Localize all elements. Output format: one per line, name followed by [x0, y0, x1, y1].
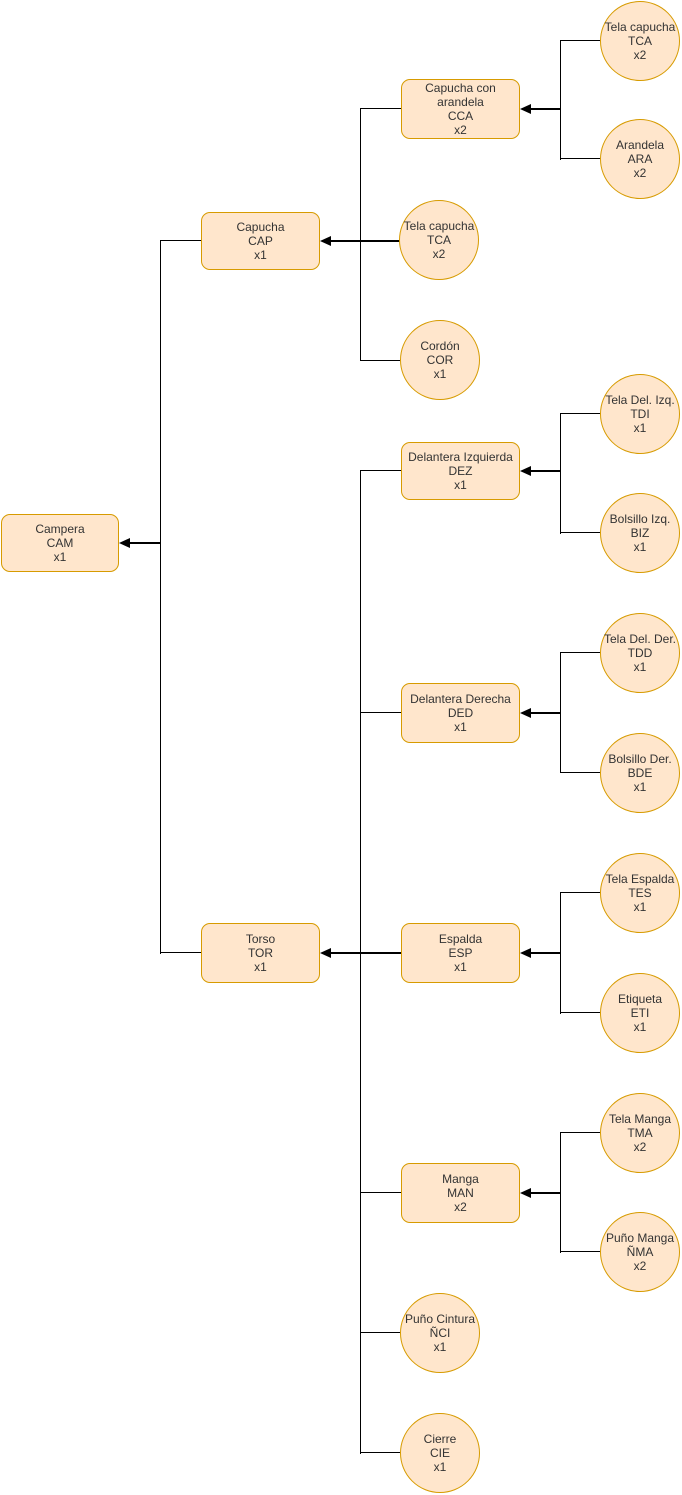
node-label: Torso — [245, 932, 276, 946]
arrowhead-into-espalda — [520, 948, 531, 958]
edge-shaft-dez — [531, 470, 560, 472]
edge-stub-tma — [560, 1132, 600, 1133]
node-qty: x1 — [454, 960, 467, 974]
edge-bus-cca — [560, 40, 561, 160]
edge-stub-cca — [360, 108, 401, 109]
node-code: ESP — [448, 946, 473, 960]
arrowhead-into-ded — [520, 708, 531, 718]
edge-shaft-campera — [130, 542, 160, 544]
edge-shaft-capucha — [331, 240, 400, 242]
node-code: BIZ — [630, 526, 650, 540]
node-code: CAM — [46, 536, 74, 550]
node-qty: x2 — [432, 247, 446, 261]
arrowhead-into-torso — [320, 948, 331, 958]
edge-stub-capucha-left — [160, 240, 201, 241]
node-label: Bolsillo Izq. — [609, 512, 671, 526]
arrowhead-into-cca — [520, 104, 531, 114]
arrowhead-into-manga — [520, 1188, 531, 1198]
arrowhead-into-dez — [520, 466, 531, 476]
edge-stub-arandela — [560, 158, 600, 159]
node-tela-delantera-derecha[interactable] — [600, 613, 680, 693]
node-label: Puño Cintura — [404, 1312, 476, 1326]
node-bolsillo-izquierdo[interactable] — [600, 493, 680, 573]
node-code: CCA — [447, 109, 474, 123]
edge-stub-ded — [360, 712, 401, 713]
node-capucha-con-arandela[interactable] — [401, 79, 520, 139]
edge-bus-ded — [560, 653, 561, 773]
node-qty: x1 — [53, 550, 67, 564]
edge-stub-puno-cintura — [360, 1332, 400, 1333]
node-qty: x2 — [633, 1140, 647, 1154]
node-code: BDE — [627, 766, 653, 780]
node-campera[interactable] — [1, 514, 119, 572]
node-qty: x1 — [454, 478, 467, 492]
node-qty: x1 — [433, 1460, 447, 1474]
node-label: Tela Del. Izq. — [605, 393, 675, 407]
node-qty: x1 — [433, 367, 447, 381]
node-label: Tela Manga — [608, 1112, 672, 1126]
node-arandela[interactable] — [600, 119, 680, 199]
node-puno-manga[interactable] — [600, 1212, 680, 1292]
node-qty: x1 — [633, 1020, 647, 1034]
node-cierre[interactable] — [400, 1413, 480, 1493]
node-label: Bolsillo Der. — [608, 752, 672, 766]
node-cordon[interactable] — [400, 320, 480, 400]
edge-stub-biz — [560, 532, 600, 533]
edge-shaft-espalda — [531, 952, 560, 954]
edge-stub-eti — [560, 1012, 600, 1013]
node-qty: x2 — [454, 1200, 467, 1214]
node-etiqueta[interactable] — [600, 973, 680, 1053]
node-espalda[interactable] — [401, 923, 520, 983]
node-qty: x2 — [633, 48, 647, 62]
edge-stub-bde — [560, 772, 600, 773]
node-puno-cintura[interactable] — [400, 1293, 480, 1373]
edge-bus-manga — [560, 1133, 561, 1253]
node-label: Cierre — [423, 1432, 457, 1446]
node-label: Manga — [442, 1172, 479, 1186]
node-label: Tela Del. Der. — [603, 632, 677, 646]
edge-shaft-torso — [331, 952, 401, 954]
node-tela-capucha-de-cca[interactable] — [600, 1, 680, 81]
edge-stub-cordon — [360, 360, 400, 361]
node-torso[interactable] — [201, 923, 320, 983]
node-code: TCA — [427, 233, 451, 247]
edge-bus-espalda — [560, 893, 561, 1014]
node-label: Tela capucha — [604, 20, 676, 34]
node-code: ÑMA — [626, 1245, 654, 1259]
node-label: Capucha — [236, 220, 285, 234]
node-code: DEZ — [448, 464, 473, 478]
node-code: TOR — [247, 946, 274, 960]
node-label: Puño Manga — [605, 1231, 675, 1245]
edge-stub-tela-capucha-top — [560, 40, 600, 41]
node-code: MAN — [447, 1186, 474, 1200]
node-label: Cordón — [420, 339, 460, 353]
edge-shaft-ded — [531, 712, 560, 714]
node-qty: x2 — [633, 1259, 647, 1273]
arrowhead-into-campera — [119, 538, 130, 548]
node-qty: x1 — [254, 248, 267, 262]
node-code: ARA — [627, 152, 653, 166]
node-code: TDD — [627, 646, 653, 660]
edge-stub-cierre — [360, 1452, 400, 1453]
node-bolsillo-derecho[interactable] — [600, 733, 680, 813]
node-delantera-izquierda[interactable] — [401, 442, 520, 500]
node-label: Tela Espalda — [605, 872, 675, 886]
edge-stub-tdi — [560, 413, 600, 414]
node-tela-espalda[interactable] — [600, 853, 680, 933]
node-qty: x1 — [633, 780, 647, 794]
edge-bus-dez — [560, 414, 561, 534]
node-code: COR — [426, 353, 454, 367]
node-label: Campera — [35, 522, 85, 536]
edge-bus-root — [160, 241, 161, 954]
node-qty: x1 — [633, 540, 647, 554]
edge-stub-tes — [560, 892, 600, 893]
node-qty: x1 — [633, 900, 647, 914]
edge-stub-manga — [360, 1192, 401, 1193]
node-code: TMA — [627, 1126, 653, 1140]
node-capucha[interactable] — [201, 212, 320, 270]
node-label: Tela capucha — [403, 219, 475, 233]
arrowhead-into-capucha — [320, 236, 331, 246]
node-qty: x1 — [633, 660, 647, 674]
edge-bus-torso — [360, 471, 361, 1454]
edge-stub-torso-left — [160, 952, 201, 953]
node-code: DED — [447, 706, 474, 720]
node-qty: x1 — [633, 421, 647, 435]
node-qty: x1 — [254, 960, 267, 974]
edge-stub-tdd — [560, 652, 600, 653]
node-qty: x1 — [433, 1340, 447, 1354]
node-code: TCA — [628, 34, 652, 48]
node-delantera-derecha[interactable] — [401, 683, 520, 743]
node-label: Capucha con arandela — [425, 81, 496, 109]
node-manga[interactable] — [401, 1163, 520, 1223]
edge-shaft-cca — [531, 108, 560, 110]
edge-bus-capucha — [360, 109, 361, 361]
node-qty: x1 — [454, 720, 467, 734]
edge-stub-dez — [360, 470, 401, 471]
node-tela-manga[interactable] — [600, 1093, 680, 1173]
node-label: Delantera Derecha — [410, 692, 511, 706]
node-label: Etiqueta — [617, 992, 663, 1006]
node-code: TES — [628, 886, 652, 900]
node-tela-capucha-de-cap[interactable] — [399, 200, 479, 280]
node-code: TDI — [630, 407, 650, 421]
node-code: ÑCI — [429, 1326, 451, 1340]
node-label: Delantera Izquierda — [408, 450, 513, 464]
node-qty: x2 — [633, 166, 647, 180]
node-tela-delantera-izquierda[interactable] — [600, 374, 680, 454]
node-qty: x2 — [454, 123, 467, 137]
edge-shaft-manga — [531, 1192, 560, 1194]
node-code: CAP — [248, 234, 273, 248]
node-code: ETI — [630, 1006, 650, 1020]
node-label: Espalda — [438, 932, 483, 946]
edge-stub-nma — [560, 1251, 600, 1252]
node-label: Arandela — [615, 138, 665, 152]
node-code: CIE — [429, 1446, 450, 1460]
